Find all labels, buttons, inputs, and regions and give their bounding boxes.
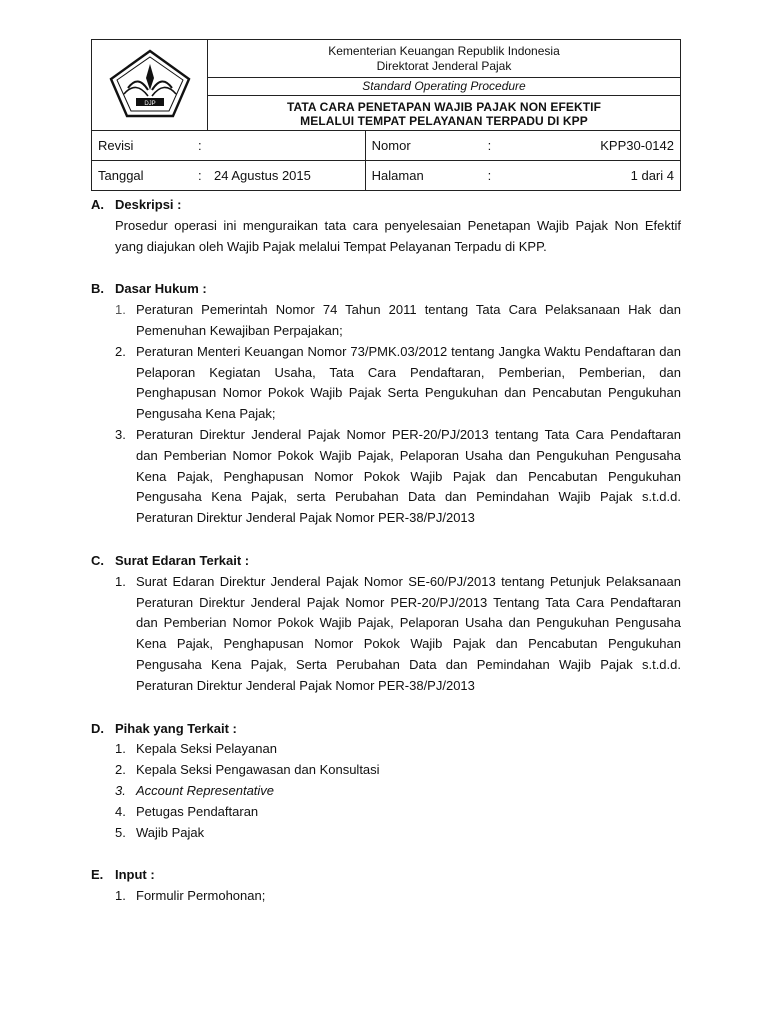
djp-logo-icon bbox=[108, 48, 192, 118]
doc-title-line-2: MELALUI TEMPAT PELAYANAN TERPADU DI KPP bbox=[300, 114, 588, 128]
halaman-cell: Halaman : 1 dari 4 bbox=[365, 161, 680, 191]
section-a-text: Prosedur operasi ini menguraikan tata cara penyelesaian Penetapan Wajib Pajak Non Efektif yang diajukan oleh Wajib Pajak melalui Tempat Pelayanan Terpadu di KPP. bbox=[115, 217, 681, 254]
section-e-title: E. Input : bbox=[91, 867, 155, 883]
header-table bbox=[91, 39, 681, 191]
list-item: 1. Kepala Seksi Pelayanan bbox=[115, 741, 277, 757]
list-item: 2. Peraturan Menteri Keuangan Nomor 73/PMK.03/2012 tentang Jangka Waktu Pendaftaran dan Pelaporan Kegiatan Usaha, Tata Cara Pendaftaran, Pemberian, Pemberian, dan Penghapusan Nomor Pokok Wajib Pajak Serta Pengukuhan dan Pencabutan Pengukuhan Pengusaha Kena Pajak; bbox=[115, 343, 681, 422]
halaman-label: Halaman bbox=[371, 168, 424, 183]
list-item: 1. Peraturan Pemerintah Nomor 74 Tahun 2011 tentang Tata Cara Pelaksanaan Hak dan Pemenuhan Kewajiban Perpajakan; bbox=[115, 302, 681, 338]
revisi-cell: Revisi : bbox=[92, 131, 366, 161]
tanggal-value: 24 Agustus 2015 bbox=[214, 168, 311, 183]
title-cell bbox=[208, 40, 681, 131]
nomor-cell: Nomor : KPP30-0142 bbox=[365, 131, 680, 161]
list-item: 2. Kepala Seksi Pengawasan dan Konsultasi bbox=[115, 762, 380, 778]
list-item: 1. Surat Edaran Direktur Jenderal Pajak Nomor SE-60/PJ/2013 tentang Petunjuk Pelaksanaan Peraturan Direktur Jenderal Pajak Nomor PER-20/PJ/2013 Tentang Tata Cara Pendaftaran dan Pemberian Nomor Pokok Wajib Pajak, Pelaporan Usaha dan Pengukuhan Pengusaha Kena Pajak, Penghapusan Nomor Pokok Wajib Pajak dan Pencabutan Pengukuhan Pengusaha Kena Pajak, Serta Perubahan Data dan Pemindahan Wajib Pajak s.t.d.d. Peraturan Direktur Jenderal Pajak Nomor PER-38/PJ/2013 bbox=[115, 573, 681, 693]
sop-label: Standard Operating Procedure bbox=[208, 77, 680, 96]
section-c-title: C. Surat Edaran Terkait : bbox=[91, 552, 250, 568]
nomor-value: KPP30-0142 bbox=[600, 138, 674, 153]
revisi-label: Revisi bbox=[98, 138, 134, 153]
section-d-title: D. Pihak yang Terkait : bbox=[91, 720, 237, 736]
section-d-list bbox=[91, 739, 681, 843]
nomor-label: Nomor bbox=[371, 138, 411, 153]
logo-text: DJP bbox=[143, 100, 156, 107]
section-c-list bbox=[91, 572, 681, 697]
tanggal-label: Tanggal bbox=[98, 168, 144, 183]
list-item: 1. Formulir Permohonan; bbox=[115, 888, 266, 904]
doc-title-line-1: TATA CARA PENETAPAN WAJIB PAJAK NON EFEKTIF bbox=[286, 100, 602, 114]
document-body bbox=[91, 195, 681, 907]
list-item: 3. Peraturan Direktur Jenderal Pajak Nomor PER-20/PJ/2013 tentang Tata Cara Pendaftaran dan Pemberian Nomor Pokok Wajib Pajak, Pelaporan Usaha dan Pengukuhan Pengusaha Kena Pajak, Penghapusan Nomor Pokok Wajib Pajak dan Pencabutan Pengukuhan Pengusaha Kena Pajak, serta Perubahan Data dan Pemindahan Wajib Pajak s.t.d.d. Peraturan Direktur Jenderal Pajak Nomor PER-38/PJ/2013 bbox=[115, 426, 681, 526]
directorate-name: Direktorat Jenderal Pajak bbox=[376, 59, 512, 73]
tanggal-cell: Tanggal : 24 Agustus 2015 bbox=[92, 161, 366, 191]
list-item: 3. Account Representative bbox=[115, 782, 275, 798]
section-e-list bbox=[91, 886, 681, 907]
section-b-list bbox=[91, 300, 681, 529]
logo-cell bbox=[92, 40, 208, 131]
list-item: 4. Petugas Pendaftaran bbox=[115, 803, 259, 819]
section-a-title: A. Deskripsi : bbox=[91, 197, 182, 212]
list-item: 5. Wajib Pajak bbox=[115, 824, 205, 840]
ministry-name: Kementerian Keuangan Republik Indonesia bbox=[328, 44, 560, 58]
halaman-value: 1 dari 4 bbox=[630, 168, 674, 183]
section-b-title: B. Dasar Hukum : bbox=[91, 281, 207, 297]
